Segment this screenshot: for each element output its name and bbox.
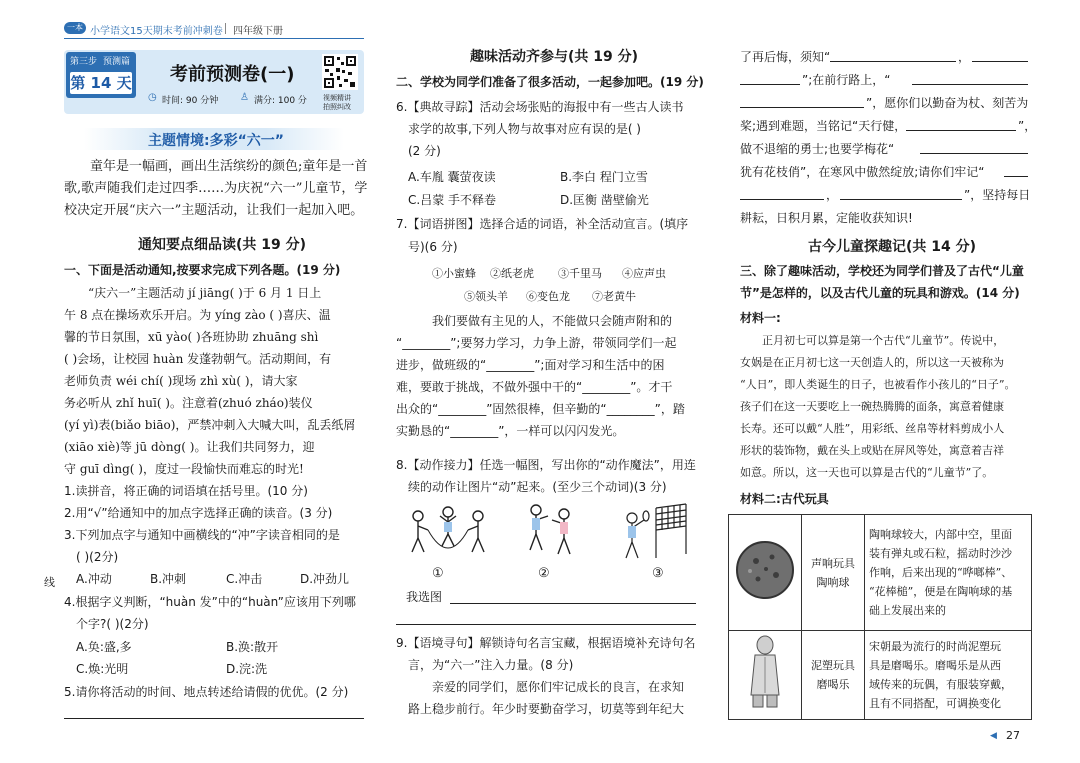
notice-line: (yí yì)表(biǎo biāo)，严禁冲刺入大喊大叫，乱丢纸屑 [64,418,356,432]
q9-cont-8: 耕耘，日积月累，定能收获知识! [740,211,913,225]
material1-line: 孩子们在这一天要吃上一碗热腾腾的面条，寓意着健康 [740,400,1004,413]
word-option-4: ④应声虫 [622,267,666,280]
q4-option-d[interactable]: D.浣:洗 [226,662,268,676]
theme-paragraph [64,156,367,222]
toy-desc-line: 宋朝最为流行的时尚泥塑玩 [869,640,1001,653]
q9-blank-4[interactable] [912,84,1028,85]
series-title: 小学语文15天期末考前冲刺卷 [90,26,223,37]
clay-rattle-ball-image [734,539,796,601]
jump-rope-illustration[interactable] [404,504,494,564]
material1-text [740,330,1016,484]
theme-line: 童年是一幅画，画出生活缤纷的颜色;童年是一首 [90,159,368,174]
notice-line: “庆六一”主题活动 jí jiāng( )于 6 月 1 日上 [88,286,322,300]
q9-cont-4: 桨;遇到难题，当铭记“天行健， [740,119,907,133]
clay-figurine-image [745,633,785,711]
word-option-2: ②纸老虎 [490,267,534,280]
q7-line[interactable]: 实勤恳的“________”，一样可以闪闪发光。 [396,424,625,438]
q8-line: 续的动作让图片“动”起来。(至少三个动词)(3 分) [408,480,667,494]
material1-line: 长寿。还可以戴“人胜”，用彩纸、丝帛等材料剪成小人 [740,422,1005,435]
exam-title: 考前预测卷(一) [170,64,295,85]
step-label: 第三步 [70,57,98,67]
q8-line: 8.【动作接力】任选一幅图，写出你的“动作魔法”，用连 [396,458,696,472]
question-3-answer[interactable]: ( )(2分) [76,550,119,564]
q4-option-a[interactable]: A.奂:盛,多 [76,640,132,654]
question-1: 1.读拼音，将正确的词语填在括号里。(10 分) [64,484,308,498]
question-7-score: 号)(6 分) [408,240,458,254]
picture-label-1: ① [432,566,444,581]
score-icon: ♙ [240,92,249,103]
day-label: 第 14 天 [70,74,132,92]
picture-choice-line[interactable] [450,603,696,604]
section3-intro-line: 三、除了趣味活动，学校还为同学们普及了古代“儿童 [740,264,1024,278]
question-2: 2.用“√”给通知中的加点字选择正确的读音。(3 分) [64,506,333,520]
toy-desc-line: 陶响球较大，内部中空，里面 [869,528,1012,541]
q9-line: 言，为“六一”注入力量。(8 分) [408,658,574,672]
q7-line: 我们要做有主见的人，不能做只会随声附和的 [432,314,673,328]
q5-answer-line[interactable] [64,718,364,719]
notice-line: ( )会场，让校园 huàn 发蓬勃朝气。活动期间，有 [64,352,332,366]
q6-option-d[interactable]: D.匡衡 凿壁偷光 [560,193,649,207]
question-7: 7.【词语拼图】选择合适的词语，补全活动宣言。(填序 [396,217,689,231]
question-8 [396,454,696,498]
word-option-1: ①小蜜蜂 [432,267,476,280]
toy-desc-line: “花棒槌”，便是在陶响球的基 [869,585,1013,598]
section1-title: 通知要点细品读(共 19 分) [138,237,307,253]
section2-intro: 二、学校为同学们准备了很多活动，一起参加吧。(19 分) [396,75,704,89]
binding-margin-mark: 线 [44,576,55,589]
q6-option-c[interactable]: C.吕蒙 手不释卷 [408,193,497,207]
video-label-2: 拍照纠改 [323,103,351,111]
q9-cont-5: 做不退缩的勇士;也要学梅花“ [740,142,895,156]
toy-name: 磨喝乐 [816,678,850,691]
toy-type: 声响玩具 [811,556,855,570]
q9-line: 亲爱的同学们，愿你们牢记成长的良言，在求知 [432,680,685,694]
q9-blank-2[interactable] [972,61,1028,62]
q9-line: 9.【语境寻句】解锁诗句名言宝藏，根据语境补充诗句名 [396,636,696,650]
toy-type-cell [802,631,865,720]
header-rule [64,38,364,39]
q9-blank-8[interactable] [1004,176,1028,177]
picture-label-2: ② [538,566,550,581]
toy-image-cell [729,631,802,720]
toy-image-cell [729,515,802,631]
q9-cont-3: ”，愿你们以勤奋为杖、刻苦为 [866,96,1029,110]
q9-comma: ， [958,50,971,64]
picture-choice-label: 我选图 [406,590,443,604]
toy-desc-line: 作响，后来出现的“哗啷棒”、 [869,566,1013,579]
qr-code-icon[interactable] [322,54,358,90]
q9-blank-7[interactable] [920,153,1028,154]
question-6 [396,96,683,162]
series-logo: 一本 [64,22,86,34]
section3-intro-line: 节”是怎样的，以及古代儿童的玩具和游戏。(14 分) [740,286,1020,300]
q9-blank-6[interactable] [906,130,1016,131]
stage-label: 预测篇 [103,57,131,67]
material2-label: 材料二:古代玩具 [740,492,829,506]
play-illustration[interactable] [518,500,584,564]
notice-line: 务必听从 zhǐ huī( )。注意着(zhuó zháo)装仪 [64,396,313,410]
video-label-1: 视频精讲 [323,94,351,102]
toy-type: 泥塑玩具 [811,659,855,672]
notice-line: 守 guī dìng( )，度过一段愉快而难忘的时光! [64,462,304,476]
section1-intro: 一、下面是活动通知,按要求完成下列各题。(19 分) [64,263,341,277]
q6-line: 求学的故事,下列人物与故事对应有误的是( ) [408,122,641,136]
picture-label-3: ③ [652,566,664,581]
material1-line: 女娲是在正月初七这一天创造人的，所以这一天被称为 [740,356,1004,369]
toy-type-cell [802,515,865,631]
q9-blank-9[interactable] [740,199,824,200]
section3-intro [740,260,1024,304]
exam-score: 满分: 100 分 [254,96,307,106]
material1-line: 如意。所以，这一天也可以算是古代的“儿童节”了。 [740,466,994,479]
question-4: 4.根据字义判断，“huàn 发”中的“huàn”应该用下列哪 [64,595,356,609]
notice-line: (xiāo xiè)等 jū dòng( )。让我们共同努力，迎 [64,440,315,454]
exam-time: 时间: 90 分钟 [162,96,219,106]
toy-desc-line: 域传来的玩偶，有服装穿戴， [869,678,1012,691]
question-4-answer[interactable]: 个字?( )(2分) [76,617,149,631]
table-row [729,515,1032,631]
notice-line: 老师负责 wéi chí( )现场 zhì xù( )，请大家 [64,374,298,388]
question-5: 5.请你将活动的时间、地点转述给请假的优优。(2 分) [64,685,349,699]
theme-line: 歌,歌声随我们走过四季……为庆祝“六一”儿童节，学 [64,181,368,196]
theme-line: 校决定开展“庆六一”主题活动，让我们一起加入吧。 [64,203,364,218]
notice-paragraph [64,282,355,480]
notice-line: 午 8 点在操场欢乐开启。为 yíng zào ( )喜庆、温 [64,308,331,322]
q9-blank-10[interactable] [840,199,962,200]
theme-title: 主题情境:多彩“六一” [148,133,285,149]
page-number: 27 [1006,729,1020,742]
q9-cont-2: ”;在前行路上，“ [802,73,891,87]
table-row [729,631,1032,720]
q3-option-b[interactable]: B.冲刺 [150,572,187,586]
badminton-illustration[interactable] [612,500,696,564]
q3-option-c[interactable]: C.冲击 [226,572,263,586]
toy-name: 陶响球 [816,575,850,589]
q9-comma-2: ， [826,188,839,202]
q9-blank-5[interactable] [740,107,864,108]
q9-cont-6: 犹有花枝俏”，在寒风中傲然绽放;请你们牢记“ [740,165,985,179]
q6-line: 6.【典故寻踪】活动会场张贴的海报中有一些古人读书 [396,100,684,114]
grade-label: 四年级下册 [233,26,283,37]
question-9 [396,632,695,720]
q6-option-a[interactable]: A.车胤 囊萤夜读 [408,170,496,184]
question-3: 3.下列加点字与通知中画横线的“冲”字读音相同的是 [64,528,340,542]
header-divider [225,23,226,34]
q9-cont-1: 了再后悔，须知“ [740,50,831,64]
section3-title: 古今儿童探趣记(共 14 分) [808,239,977,255]
q4-option-b[interactable]: B.涣:散开 [226,640,279,654]
q3-option-d[interactable]: D.冲劲儿 [300,572,350,586]
q9-line: 路上稳步前行。年少时要勤奋学习，切莫等到年纪大 [408,702,685,716]
word-option-6: ⑥变色龙 [526,290,570,303]
q4-option-c[interactable]: C.焕:光明 [76,662,129,676]
material1-line: “人日”，即人类诞生的日子，也被看作小孩儿的“日子”。 [740,378,1016,391]
toy-desc-cell [865,631,1032,720]
q7-declaration [396,310,685,442]
notice-line: 馨的节日氛围，xū yào( )各班协助 zhuāng shì [64,330,319,344]
q9-cont-7: ”，坚持每日 [964,188,1031,202]
q7-line[interactable]: 出众的“________”固然很棒，但辛勤的“________”，踏 [396,402,685,416]
word-option-5: ⑤领头羊 [464,290,508,303]
toy-desc-line: 础上发展出来的 [869,604,946,617]
clock-icon: ◷ [148,92,157,103]
q8-answer-line[interactable] [396,624,696,625]
q3-option-a[interactable]: A.冲动 [76,572,112,586]
q6-line: (2 分) [408,144,441,158]
toy-desc-line: 具是磨喝乐。磨喝乐是从西 [869,659,1001,672]
material1-line: 形状的装饰物，戴在头上或贴在屏风等处，寓意着吉祥 [740,444,1004,457]
toy-desc-line: 装有弹丸或石粒，摇动时沙沙 [869,547,1012,560]
page-arrow-icon: ◀ [990,731,997,741]
section2-title: 趣味活动齐参与(共 19 分) [470,49,639,65]
word-option-7: ⑦老黄牛 [592,290,636,303]
q9-quote-close: ”， [1018,119,1037,133]
material1-line: 正月初七可以算是第一个古代“儿童节”。传说中， [762,334,1005,347]
q7-line[interactable]: 难，要敢于挑战，不做外强中干的“________”。才干 [396,380,673,394]
material1-label: 材料一: [740,311,781,325]
q7-line[interactable]: “________”;要努力学习，力争上游，带领同学们一起 [396,336,677,350]
toy-desc-cell [865,515,1032,631]
toy-desc-line: 且有不同搭配，可调换变化 [869,697,1001,710]
q9-blank-3[interactable] [740,84,800,85]
q9-blank-1[interactable] [830,61,956,62]
section1-questions [64,480,340,568]
q7-line[interactable]: 进步，做班级的“________”;面对学习和生活中的困 [396,358,665,372]
q6-option-b[interactable]: B.李白 程门立雪 [560,170,648,184]
toy-table [728,514,1032,720]
word-option-3: ③千里马 [558,267,602,280]
